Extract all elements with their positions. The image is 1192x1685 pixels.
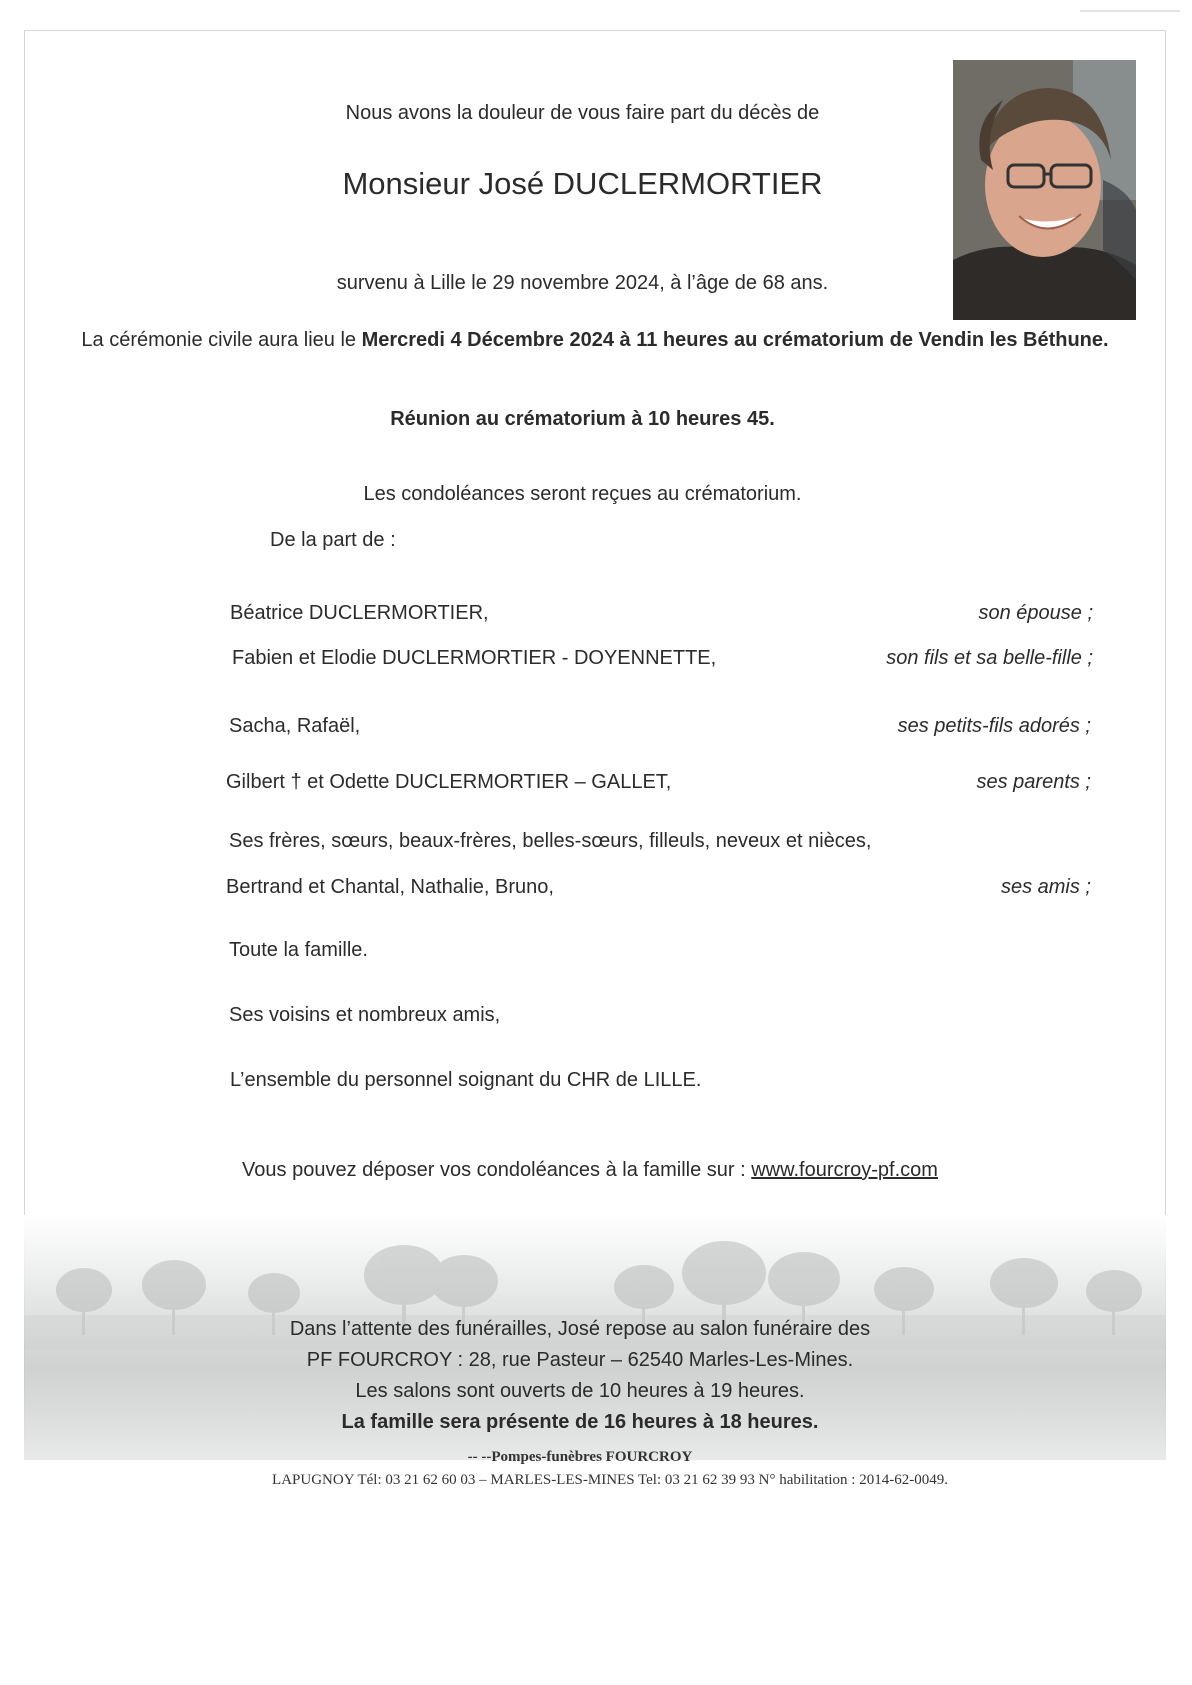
funeral-home-name: -- --Pompes-funèbres FOURCROY — [467, 1449, 693, 1465]
family-relation-2: son fils et sa belle-fille ; — [886, 647, 1093, 669]
family-line-7: Toute la famille. — [229, 939, 368, 961]
online-prefix: Vous pouvez déposer vos condoléances à la famille sur : — [242, 1159, 752, 1181]
ceremony-details: Mercredi 4 Décembre 2024 à 11 heures au crématorium de Vendin les Béthune. — [361, 329, 1109, 351]
meeting-text: Réunion au crématorium à 10 heures 45. — [390, 408, 775, 430]
intro-text: Nous avons la douleur de vous faire part du décès de — [345, 102, 820, 124]
family-line-4: Gilbert † et Odette DUCLERMORTIER – GALLET, — [226, 771, 672, 793]
ceremony-text — [40, 328, 1150, 352]
family-line-1: Béatrice DUCLERMORTIER, — [230, 602, 489, 624]
family-line-3: Sacha, Rafaël, — [229, 715, 361, 737]
website-link[interactable]: www.fourcroy-pf.com — [751, 1159, 938, 1181]
from-label: De la part de : — [270, 529, 396, 551]
family-relation-6: ses amis ; — [1000, 876, 1091, 898]
family-line-6: Bertrand et Chantal, Nathalie, Bruno, — [226, 876, 554, 898]
death-details: survenu à Lille le 29 novembre 2024, à l’âge de 68 ans. — [336, 272, 829, 294]
portrait-photo — [953, 60, 1136, 320]
salon-line-4: La famille sera présente de 16 heures à 18 heures. — [341, 1411, 819, 1433]
family-line-5: Ses frères, sœurs, beaux-frères, belles-sœurs, filleuls, neveux et nièces, — [229, 830, 872, 852]
condolences-text: Les condoléances seront reçues au crématorium. — [363, 483, 802, 505]
family-line-8: Ses voisins et nombreux amis, — [229, 1004, 501, 1026]
deceased-name: Monsieur José DUCLERMORTIER — [342, 166, 823, 201]
family-relation-3: ses petits-fils adorés ; — [897, 715, 1091, 737]
salon-line-1: Dans l’attente des funérailles, José repose au salon funéraire des — [289, 1318, 871, 1340]
funeral-home-contacts: LAPUGNOY Tél: 03 21 62 60 03 – MARLES-LES-MINES Tel: 03 21 62 39 93 N° habilitation : 2014-62-0049. — [272, 1472, 948, 1488]
family-line-9: L’ensemble du personnel soignant du CHR de LILLE. — [230, 1069, 702, 1091]
family-line-2: Fabien et Elodie DUCLERMORTIER - DOYENNETTE, — [232, 647, 717, 669]
scan-mark — [1080, 4, 1180, 12]
ceremony-prefix: La cérémonie civile aura lieu le — [81, 329, 362, 351]
family-relation-1: son épouse ; — [978, 602, 1093, 624]
salon-line-2: PF FOURCROY : 28, rue Pasteur – 62540 Marles-Les-Mines. — [306, 1349, 854, 1371]
online-condolences — [150, 1158, 1030, 1182]
salon-line-3: Les salons sont ouverts de 10 heures à 19 heures. — [355, 1380, 805, 1402]
family-relation-4: ses parents ; — [976, 771, 1091, 793]
